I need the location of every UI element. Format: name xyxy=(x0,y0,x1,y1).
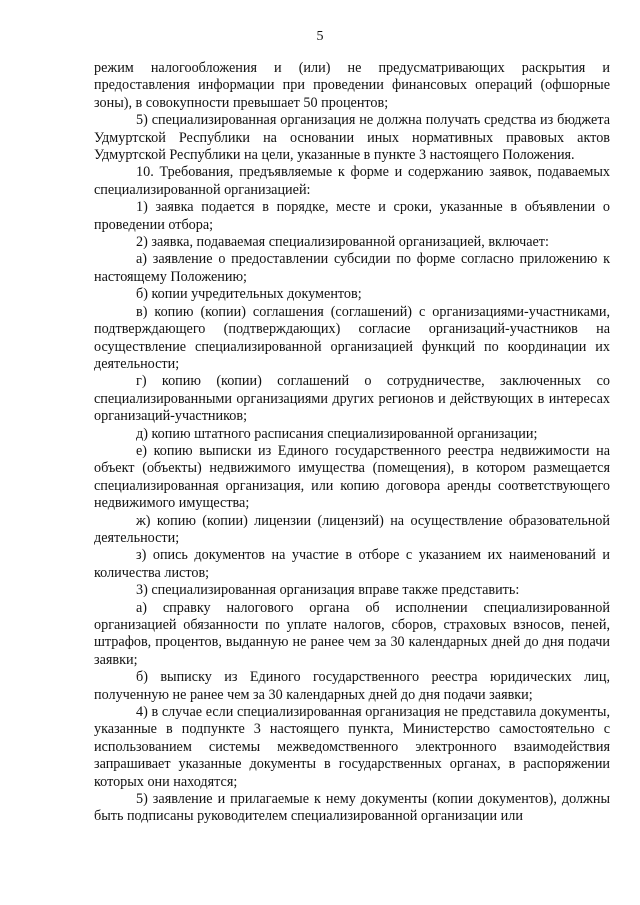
document-body xyxy=(94,60,610,826)
paragraph: 5) заявление и прилагаемые к нему документы (копии документов), должны быть подписаны руководителем специализированной организации или xyxy=(94,791,610,825)
paragraph: 5) специализированная организация не должна получать средства из бюджета Удмуртской Республики на основании иных нормативных правовых актов Удмуртской Республики на цели, указанные в пункте 3 настоящего Положения. xyxy=(94,112,610,164)
paragraph: 1) заявка подается в порядке, месте и сроки, указанные в объявлении о проведении отбора; xyxy=(94,199,610,233)
paragraph: д) копию штатного расписания специализированной организации; xyxy=(136,425,538,442)
paragraph: режим налогообложения и (или) не предусматривающих раскрытия и предоставления информации при проведении финансовых операций (офшорные зоны), в совокупности превышает 50 процентов; xyxy=(94,60,610,111)
paragraph: ж) копию (копии) лицензии (лицензий) на осуществление образовательной деятельности; xyxy=(94,512,610,546)
paragraph: з) опись документов на участие в отборе с указанием их наименований и количества листов; xyxy=(94,547,610,581)
paragraph: а) справку налогового органа об исполнении специализированной организацией обязанности по уплате налогов, сборов, страховых взносов, пеней, штрафов, процентов, выданную не ранее чем за 30 календарных дней до дня подачи заявки; xyxy=(94,599,610,668)
page-number: 5 xyxy=(316,29,324,44)
paragraph: а) заявление о предоставлении субсидии по форме согласно приложению к настоящему Положению; xyxy=(94,251,610,285)
paragraph: б) выписку из Единого государственного реестра юридических лиц, полученную не ранее чем за 30 календарных дней до дня подачи заявки; xyxy=(94,669,610,703)
paragraph: б) копии учредительных документов; xyxy=(136,286,362,303)
paragraph: г) копию (копии) соглашений о сотрудничестве, заключенных со специализированными организациями других регионов и действующих в интересах организаций-участников; xyxy=(94,373,610,425)
paragraph: 4) в случае если специализированная организация не представила документы, указанные в подпункте 3 настоящего пункта, Министерство самостоятельно с использованием системы межведомственного электронного взаимодействия запрашивает указанные документы в государственных органах, в распоряжении которых они находятся; xyxy=(94,704,610,790)
paragraph: 10. Требования, предъявляемые к форме и содержанию заявок, подаваемых специализированной организацией: xyxy=(94,164,610,198)
paragraph: 3) специализированная организация вправе также представить: xyxy=(136,582,520,599)
paragraph: е) копию выписки из Единого государственного реестра недвижимости на объект (объекты) недвижимого имущества (помещения), в котором размещается специализированная организация, или копию договора аренды соответствующего недвижимого имущества; xyxy=(94,442,610,512)
paragraph: 2) заявка, подаваемая специализированной организацией, включает: xyxy=(136,234,549,251)
paragraph: в) копию (копии) соглашения (соглашений) с организациями-участниками, подтверждающего (подтверждающих) согласие организаций-участников на осуществление специализированной организацией функций по координации их деятельности; xyxy=(94,303,610,372)
